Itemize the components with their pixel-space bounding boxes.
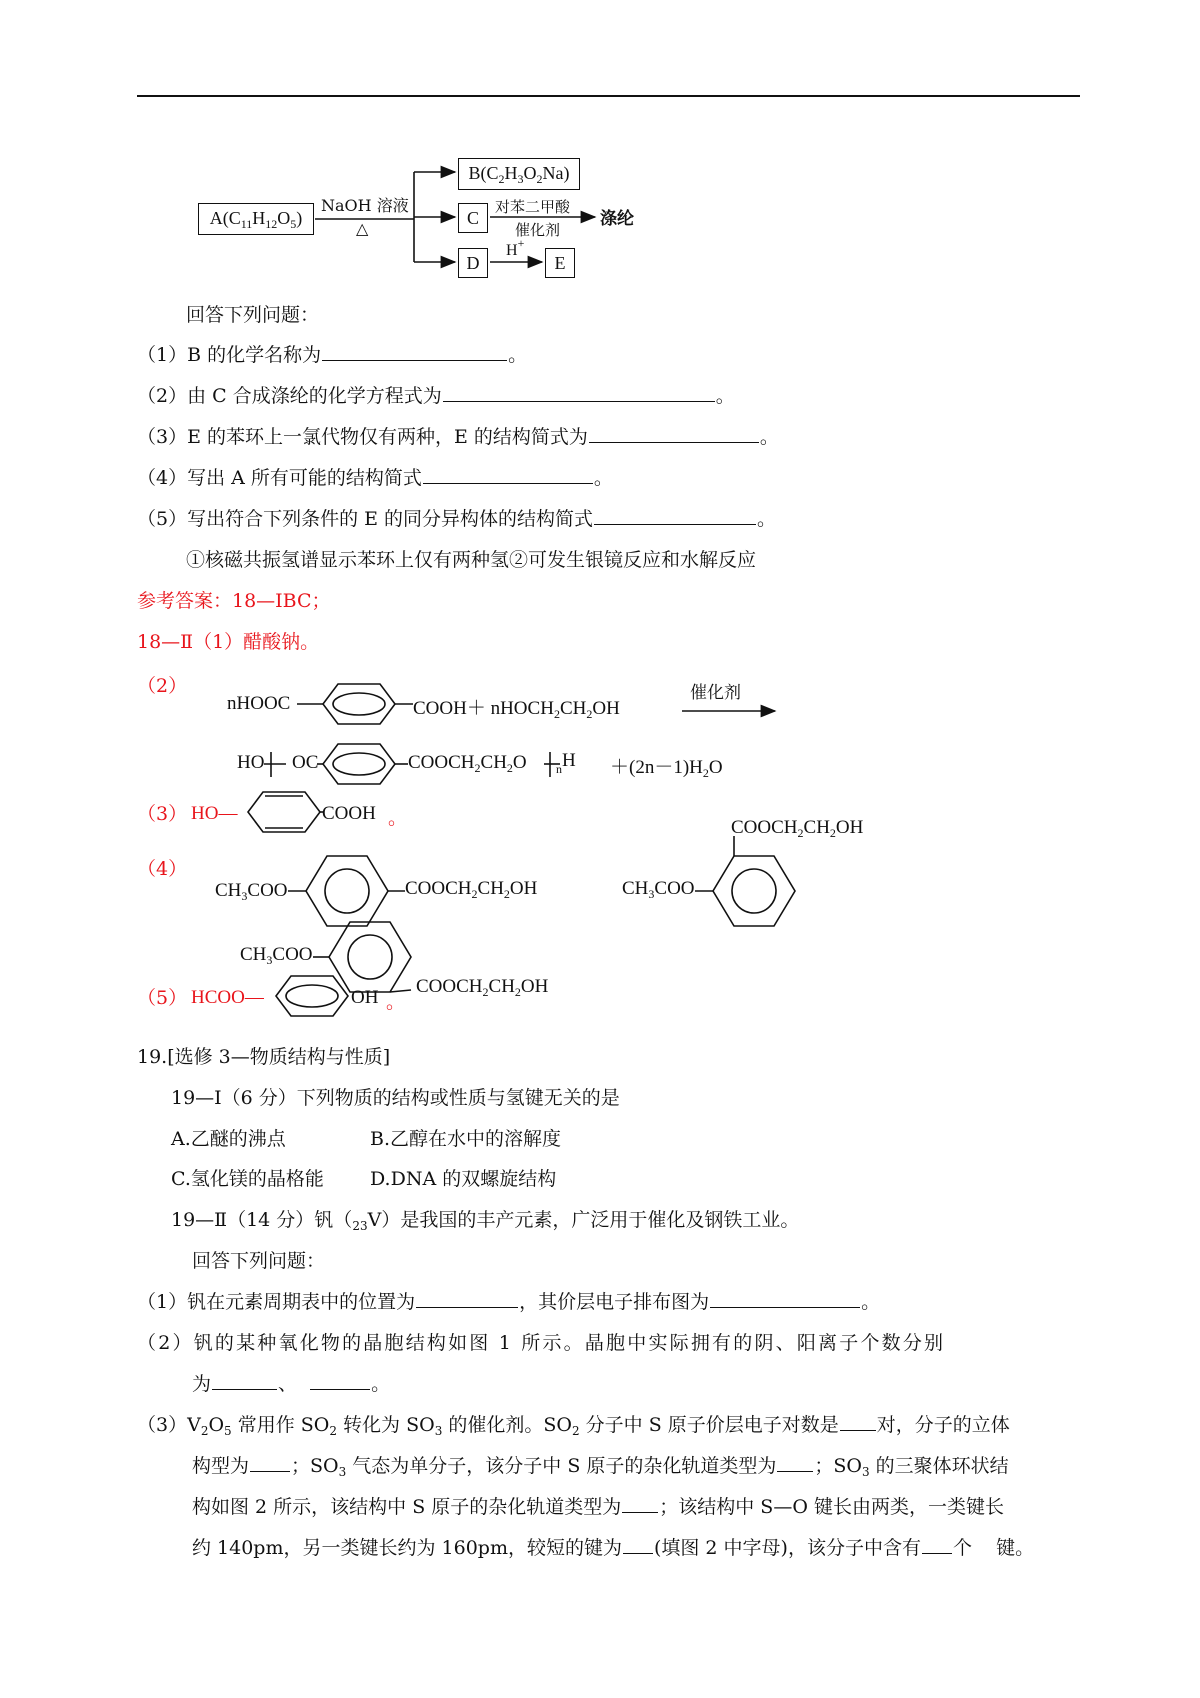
q18-item-2: （2）由 C 合成涤纶的化学方程式为 。 — [137, 382, 735, 410]
eq-poly-n: n — [556, 762, 562, 776]
q19-sub-3-line2: 构型为 ；$SO_3$ 气态为单分子，该分子中 S 原子的杂化轨道类型为 ；$SO_3$ 的三聚体环状结 — [192, 1452, 1009, 1480]
reagent-heat: △ — [356, 219, 369, 238]
ans5-end: 。 — [386, 991, 406, 1013]
q19-sub-2a: （2）钒的某种氧化物的晶胞结构如图 1 所示。晶胞中实际拥有的阴、阳离子个数分别 — [137, 1332, 946, 1354]
product-polyester: 涤纶 — [600, 209, 634, 229]
q18-intro: 回答下列问题： — [186, 304, 320, 326]
answer-label-3: （3） — [137, 803, 188, 825]
q19-sub-1: （1）钒在元素周期表中的位置为 ，其价层电子排布图为 。 — [137, 1288, 880, 1316]
eq-reactant-left: nHOOC — [227, 693, 291, 714]
eq-poly-right: $COOCH_2CH_2O$ — [408, 752, 527, 775]
compound-b-box: $B(C_2H_3O_2Na)$ — [458, 158, 580, 190]
eq-catalyst: 催化剂 — [690, 683, 741, 703]
answer-label-4: （4） — [137, 858, 188, 880]
answer-label-5: （5） — [137, 987, 188, 1009]
q19-option-c: C.氢化镁的晶格能 — [171, 1168, 324, 1190]
answer-header: 参考答案：18—ⅠBC； — [137, 590, 331, 612]
ans3-left: HO— — [191, 803, 238, 824]
compound-e-box: E — [545, 248, 575, 278]
ans3-right: COOH — [322, 803, 376, 824]
compound-c-box: C — [458, 203, 488, 233]
ans4-s3-right: $COOCH_2CH_2OH$ — [416, 976, 549, 999]
ans4-s1-right: $COOCH_2CH_2OH$ — [405, 878, 538, 901]
q19-part1: 19—Ⅰ（6 分）下列物质的结构或性质与氢键无关的是 — [171, 1087, 620, 1109]
ans4-s1-left: $CH_3COO$ — [215, 880, 288, 903]
ans3-end: 。 — [388, 807, 408, 829]
q19-sub-3-line4: 约 140pm，另一类键长约为 160pm，较短的键为 (填图 2 中字母)，该分子中含有 个 键。 — [192, 1534, 1034, 1562]
reagent-catalyst: 催化剂 — [515, 221, 561, 239]
answer-label-2: （2） — [137, 675, 188, 697]
benzene-ring-icon — [329, 922, 411, 992]
eq-water: $+(2n-1)H_2O$ — [610, 757, 723, 780]
ans4-s2-left: $CH_3COO$ — [622, 878, 695, 901]
ans5-right: OH — [351, 987, 379, 1008]
ans4-s3-left: $CH_3COO$ — [240, 944, 313, 967]
q18-item-3: （3）E 的苯环上一氯代物仅有两种，E 的结构简式为 。 — [137, 423, 779, 451]
answer-18-2-1: 18—Ⅱ（1）醋酸钠。 — [137, 631, 320, 653]
q19-option-a: A.乙醚的沸点 — [171, 1128, 286, 1150]
q19-sub-3-line3: 构如图 2 所示，该结构中 S 原子的杂化轨道类型为 ；该结构中 S—O 键长由两类，一类键长 — [192, 1493, 1004, 1521]
q19-intro: 回答下列问题： — [192, 1250, 326, 1272]
eq-poly-h: H — [562, 750, 576, 771]
q18-item-4: （4）写出 A 所有可能的结构简式 。 — [137, 464, 613, 492]
compound-a-box: $A(C_{11}H_{12}O_5)$ — [198, 203, 314, 235]
q19-sub-2b: 为 、 。 — [192, 1370, 390, 1398]
q19-part2: 19—Ⅱ（14 分）钒$(_{23}V)$是我国的丰产元素，广泛用于催化及钢铁工业。 — [171, 1209, 800, 1233]
eq-poly-left: HO — [237, 752, 265, 773]
compound-d-box: D — [458, 248, 488, 278]
q19-title: 19.[选修 3—物质结构与性质] — [137, 1046, 391, 1068]
q18-item-1: （1）B 的化学名称为 。 — [137, 341, 527, 369]
q18-conditions: ①核磁共振氢谱显示苯环上仅有两种氢②可发生银镜反应和水解反应 — [186, 549, 757, 571]
q19-sub-3-line1: $(3)V_2O_5$ 常用作 $SO_2$ 转化为 $SO_3$ 的催化剂。$SO_2$ 分子中 S 原子价层电子对数是 对，分子的立体 — [137, 1411, 1010, 1439]
reagent-h-plus: H+ — [506, 236, 525, 259]
ans5-left: HCOO— — [191, 987, 264, 1008]
q19-option-d: D.DNA 的双螺旋结构 — [370, 1168, 557, 1190]
reagent-terephthalic: 对苯二甲酸 — [495, 198, 571, 216]
eq-poly-oc: OC — [292, 752, 319, 773]
benzene-ring-icon — [713, 856, 795, 926]
ans4-s2-top: $COOCH_2CH_2OH$ — [731, 817, 864, 840]
reagent-naoh: NaOH 溶液 — [321, 196, 409, 215]
q18-item-5: （5）写出符合下列条件的 E 的同分异构体的结构简式 。 — [137, 505, 776, 533]
benzene-ring-icon — [248, 792, 320, 832]
eq-reactant-right: COOH＋ $nHOCH_2CH_2OH$ — [413, 698, 620, 721]
benzene-ring-icon — [306, 856, 388, 926]
q19-option-b: B.乙醇在水中的溶解度 — [370, 1128, 562, 1150]
